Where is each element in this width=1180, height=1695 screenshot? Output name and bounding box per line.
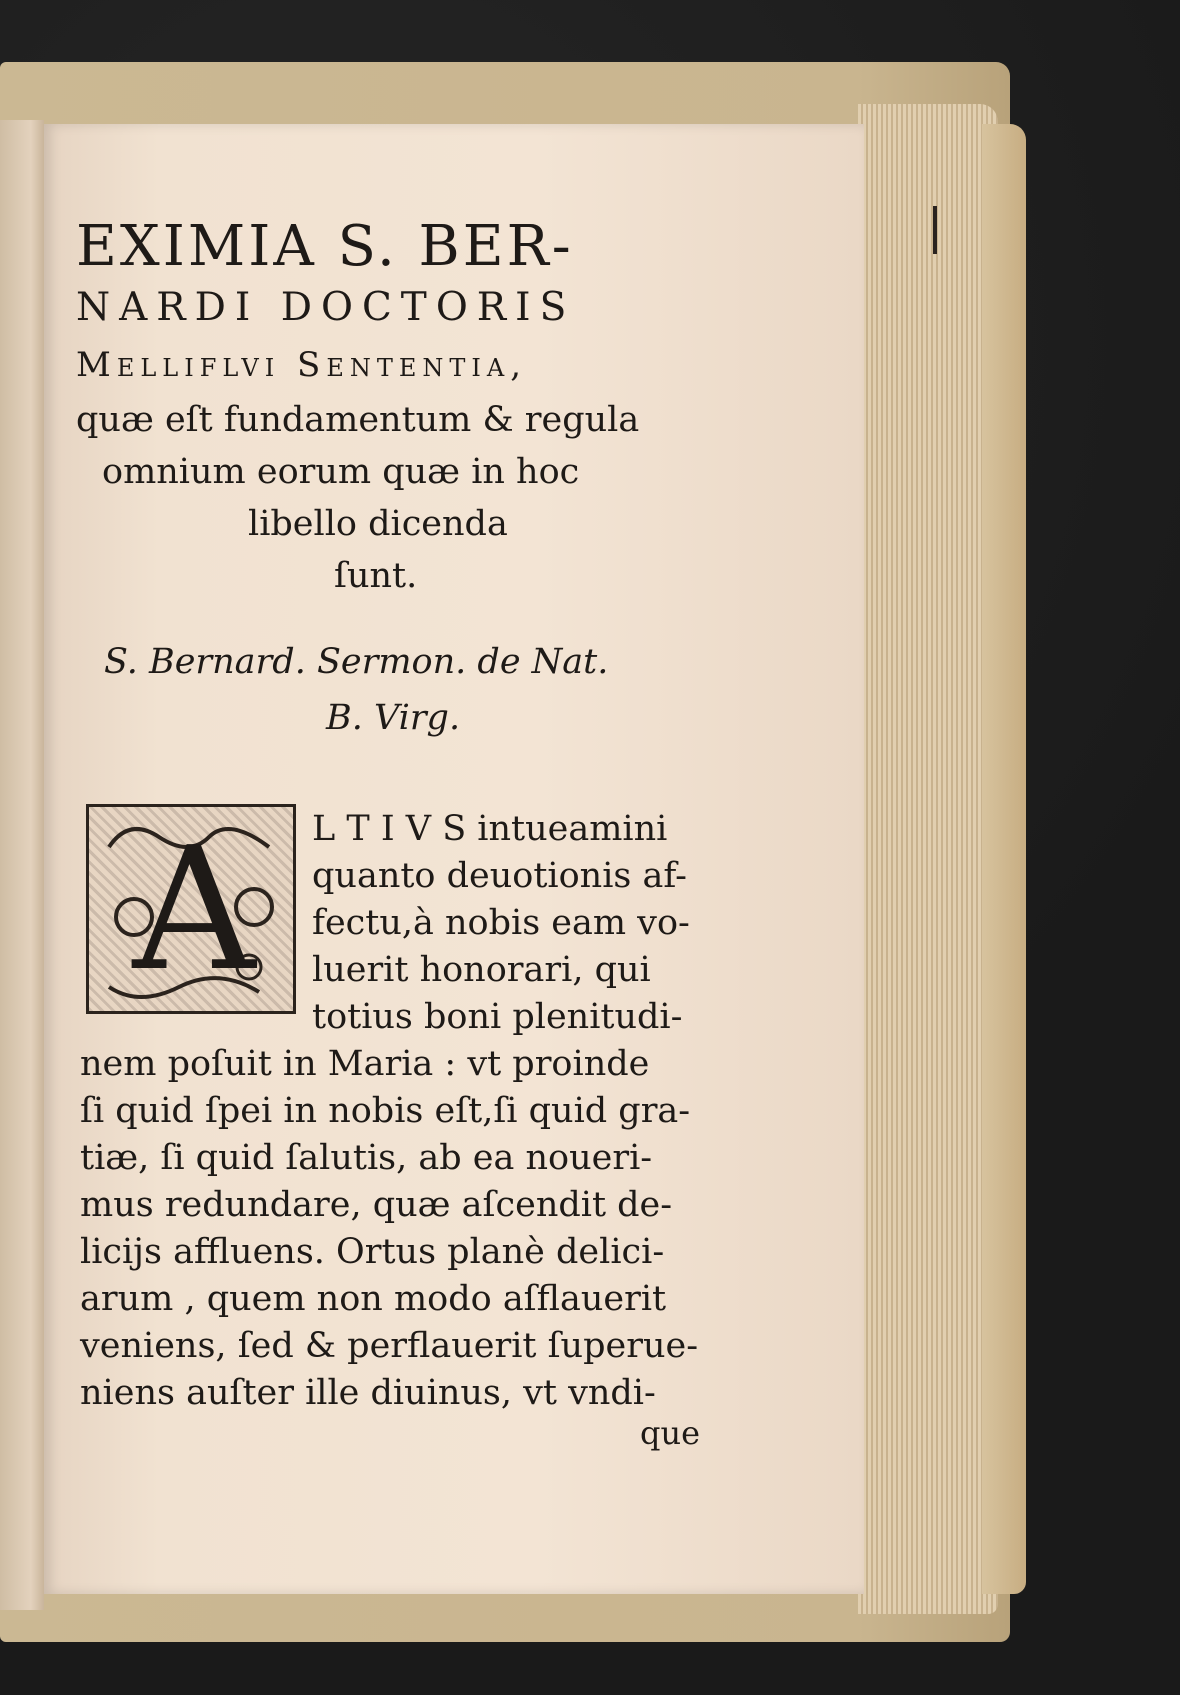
body-line: luerit honorari, qui	[312, 950, 651, 990]
body-line: ſi quid ſpei in nobis eſt,ſi quid gra-	[80, 1091, 691, 1131]
body-line: totius boni plenitudi-	[312, 997, 683, 1037]
title-line-6: libello dicenda	[248, 504, 508, 544]
initial-letter: A	[132, 811, 256, 1009]
body-line: fectu,à nobis eam vo-	[312, 903, 690, 943]
title-line-3: Melliflvi Sententia,	[76, 345, 528, 385]
title-line-2: NARDI DOCTORIS	[76, 285, 576, 330]
body-line: licijs affluens. Ortus planè delici-	[80, 1232, 665, 1272]
title-line-5: omnium eorum quæ in hoc	[102, 452, 580, 492]
catchword: que	[640, 1414, 701, 1452]
body-line: arum , quem non modo aſflauerit	[80, 1279, 667, 1319]
body-line: quanto deuotionis af-	[312, 856, 687, 896]
body-line: nem poſuit in Maria : vt proinde	[80, 1044, 650, 1084]
body-line: veniens, ſed & perflauerit ſuperue-	[80, 1326, 699, 1366]
body-line: L T I V S intueamini	[312, 809, 668, 849]
title-line-4: quæ eſt fundamentum & regula	[76, 400, 640, 440]
book-page	[44, 124, 864, 1594]
body-line: tiæ, ſi quid ſalutis, ab ea noueri-	[80, 1138, 653, 1178]
source-citation	[104, 634, 704, 746]
left-page-edge	[0, 120, 44, 1610]
body-line: niens auſter ille diuinus, vt vndi-	[80, 1373, 656, 1413]
body-line: mus redundare, quæ aſcendit de-	[80, 1185, 673, 1225]
title-line-1: EXIMIA S. BER-	[76, 214, 574, 279]
page-mark	[933, 206, 937, 254]
title-block	[76, 214, 716, 602]
body-text	[80, 806, 720, 1417]
source-line-2: B. Virg.	[326, 698, 461, 738]
source-line-1: S. Bernard. Sermon. de Nat.	[104, 642, 609, 682]
title-line-7: ſunt.	[334, 556, 418, 596]
page-edges	[858, 104, 998, 1614]
